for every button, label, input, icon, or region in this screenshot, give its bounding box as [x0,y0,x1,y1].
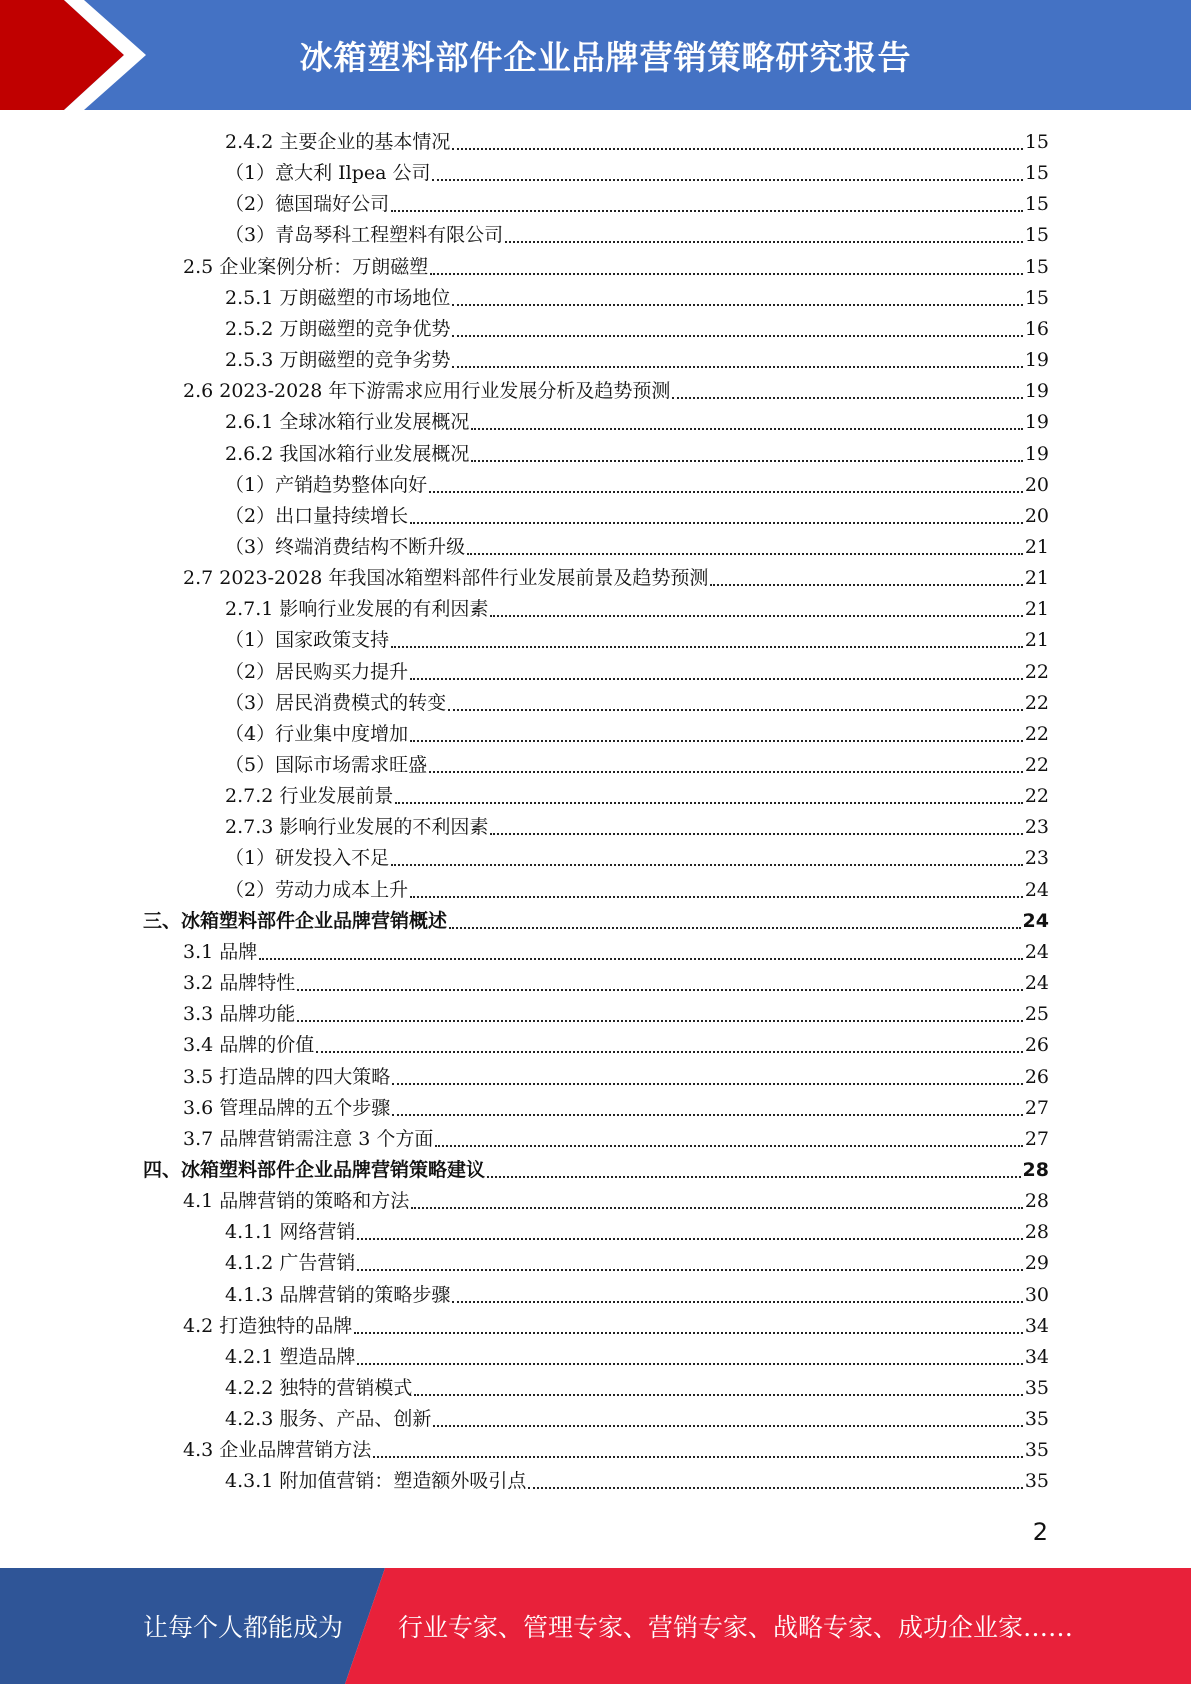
toc-entry-label: 3.1 品牌 [183,940,258,963]
toc-dot-leader [452,365,1022,368]
toc-dot-leader [471,459,1022,462]
toc-entry-page: 20 [1024,473,1049,496]
toc-entry-page: 29 [1024,1252,1049,1275]
toc-entry-label: 2.7 2023-2028 年我国冰箱塑料部件行业发展前景及趋势预测 [183,567,709,590]
footer-slogan-right: 行业专家、管理专家、营销专家、战略专家、成功企业家…… [398,1613,1074,1642]
toc-entry-label: 3.2 品牌特性 [183,972,296,995]
toc-entry-page: 22 [1024,754,1049,776]
toc-entry-page: 24 [1024,972,1049,995]
toc-entry-label: （3）青岛琴科工程塑料有限公司 [225,224,504,247]
toc-entry[interactable] [225,345,1049,376]
toc-entry[interactable] [225,875,1049,906]
toc-entry-label: 四、冰箱塑料部件企业品牌营销策略建议 [143,1158,486,1181]
toc-dot-leader [430,272,1023,275]
toc-dot-leader [432,178,1022,181]
toc-entry[interactable] [183,1062,1049,1093]
toc-entry-label: 2.5 企业案例分析：万朗磁塑 [183,255,429,278]
toc-entry-page: 19 [1024,349,1049,372]
toc-entry-label: （5）国际市场需求旺盛 [225,754,428,776]
toc-dot-leader [392,1113,1023,1116]
toc-entry[interactable] [225,1248,1049,1279]
toc-entry[interactable] [225,532,1049,563]
toc-entry[interactable] [225,1342,1049,1373]
toc-entry[interactable] [183,1124,1049,1155]
toc-entry-label: 3.7 品牌营销需注意 3 个方面 [183,1127,434,1150]
toc-dot-leader [490,614,1022,617]
toc-dot-leader [357,1237,1022,1240]
toc-entry-page: 34 [1024,1345,1049,1368]
toc-entry-page: 19 [1024,411,1049,434]
toc-entry-page: 15 [1024,224,1049,247]
toc-entry-label: （2）居民购买力提升 [225,660,409,683]
toc-entry-page: 16 [1024,317,1049,340]
toc-entry-page: 30 [1024,1283,1049,1306]
toc-dot-leader [392,1082,1023,1085]
toc-entry[interactable] [225,1217,1049,1248]
toc-dot-leader [357,1268,1022,1271]
toc-entry[interactable] [225,594,1049,625]
page-number: 2 [1032,1518,1048,1546]
toc-dot-leader [391,863,1023,866]
toc-entry[interactable] [225,220,1049,251]
toc-dot-leader [373,1455,1023,1458]
toc-entry[interactable] [225,189,1049,220]
toc-entry-label: 2.6.2 我国冰箱行业发展概况 [225,442,470,465]
toc-dot-leader [452,1300,1022,1303]
toc-dot-leader [357,1362,1022,1365]
toc-dot-leader [452,303,1022,306]
toc-entry-page: 21 [1024,629,1049,652]
toc-dot-leader [452,334,1022,337]
toc-dot-leader [297,988,1023,991]
toc-entry-label: 3.4 品牌的价值 [183,1034,315,1057]
toc-dot-leader [297,1019,1023,1022]
toc-entry-label: 4.2.3 服务、产品、创新 [225,1408,432,1431]
toc-entry-label: （2）劳动力成本上升 [225,878,409,901]
toc-entry-label: 2.6 2023-2028 年下游需求应用行业发展分析及趋势预测 [183,380,671,403]
toc-entry-label: 2.5.3 万朗磁塑的竞争劣势 [225,349,451,372]
toc-entry-label: 3.5 打造品牌的四大策略 [183,1065,391,1088]
toc-entry-page: 15 [1024,255,1049,278]
toc-entry[interactable] [225,781,1049,812]
toc-entry[interactable] [225,283,1049,314]
toc-entry-label: 4.3.1 附加值营销：塑造额外吸引点 [225,1470,527,1493]
toc-dot-leader [410,739,1023,742]
toc-dot-leader [395,801,1022,804]
toc-entry[interactable] [225,812,1049,843]
toc-dot-leader [467,552,1023,555]
toc-entry-page: 24 [1022,909,1049,932]
toc-dot-leader [411,1206,1023,1209]
toc-entry-page: 35 [1024,1408,1049,1431]
toc-entry-label: （2）出口量持续增长 [225,504,409,527]
toc-entry[interactable] [225,314,1049,345]
toc-entry-label: 4.1.3 品牌营销的策略步骤 [225,1283,451,1306]
toc-dot-leader [414,1393,1022,1396]
toc-entry-label: 2.7.2 行业发展前景 [225,785,394,808]
toc-entry-page: 21 [1024,567,1049,590]
toc-entry-page: 21 [1024,598,1049,621]
toc-entry-page: 23 [1024,816,1049,839]
toc-entry-label: （3）居民消费模式的转变 [225,691,447,714]
toc-dot-leader [471,427,1022,430]
toc-entry[interactable] [183,968,1049,999]
toc-entry-page: 27 [1024,1127,1049,1150]
toc-entry-page: 26 [1024,1065,1049,1088]
toc-entry[interactable] [225,688,1049,719]
toc-entry-page: 22 [1024,691,1049,714]
toc-dot-leader [433,1424,1022,1427]
toc-entry[interactable] [183,937,1049,968]
toc-entry-label: （1）产销趋势整体向好 [225,473,428,496]
toc-entry-page: 28 [1022,1158,1049,1181]
toc-entry-page: 24 [1024,940,1049,963]
footer-slogan-left: 让每个人都能成为 [143,1613,344,1642]
toc-entry-page: 22 [1024,660,1049,683]
toc-entry-label: 4.2.1 塑造品牌 [225,1345,356,1368]
toc-entry-page: 27 [1024,1096,1049,1119]
toc-entry-label: 4.2.2 独特的营销模式 [225,1377,413,1399]
toc-entry-label: 2.7.1 影响行业发展的有利因素 [225,598,489,621]
toc-entry[interactable] [225,501,1049,532]
footer-banner [0,1568,1191,1684]
toc-entry-label: （2）德国瑞好公司 [225,193,390,216]
toc-dot-leader [487,1175,1021,1178]
toc-entry[interactable] [225,1466,1049,1497]
toc-entry[interactable] [183,1186,1049,1217]
toc-dot-leader [391,645,1023,648]
toc-entry[interactable] [183,252,1049,283]
toc-entry-label: 三、冰箱塑料部件企业品牌营销概述 [143,909,448,932]
toc-entry[interactable] [225,407,1049,438]
toc-entry-label: （3）终端消费结构不断升级 [225,535,466,558]
toc-entry[interactable] [225,470,1049,501]
toc-entry-page: 15 [1024,162,1049,185]
toc-entry[interactable] [183,999,1049,1030]
toc-dot-leader [429,770,1023,773]
toc-entry[interactable] [183,563,1049,594]
toc-entry-page: 34 [1024,1314,1049,1337]
toc-entry[interactable] [225,127,1049,158]
toc-dot-leader [316,1050,1023,1053]
toc-entry-label: 4.1.1 网络营销 [225,1221,356,1244]
toc-dot-leader [429,490,1023,493]
toc-entry-page: 25 [1024,1003,1049,1026]
toc-entry-label: 2.4.2 主要企业的基本情况 [225,131,451,153]
toc-entry[interactable] [225,1373,1049,1404]
toc-entry[interactable] [183,376,1049,407]
toc-entry[interactable] [225,843,1049,874]
toc-entry-page: 28 [1024,1221,1049,1244]
toc-entry-page: 20 [1024,504,1049,527]
toc-entry-page: 21 [1024,535,1049,558]
toc-entry[interactable] [225,625,1049,656]
toc-entry-page: 26 [1024,1034,1049,1057]
toc-entry[interactable] [183,1030,1049,1061]
toc-entry[interactable] [225,719,1049,750]
toc-dot-leader [410,677,1023,680]
toc-entry[interactable] [225,1280,1049,1311]
toc-dot-leader [410,521,1023,524]
toc-entry-label: 4.2 打造独特的品牌 [183,1314,353,1337]
toc-dot-leader [452,147,1022,150]
toc-entry-page: 22 [1024,722,1049,745]
toc-dot-leader [391,209,1023,212]
toc-entry[interactable] [225,158,1049,189]
toc-entry-label: 3.6 管理品牌的五个步骤 [183,1096,391,1119]
toc-entry-label: （1）国家政策支持 [225,629,390,652]
toc-entry-label: 4.1.2 广告营销 [225,1252,356,1275]
toc-entry-page: 35 [1024,1439,1049,1462]
toc-entry[interactable] [225,657,1049,688]
toc-entry[interactable] [183,1093,1049,1124]
toc-entry-page: 23 [1024,847,1049,870]
toc-entry-label: 2.5.2 万朗磁塑的竞争优势 [225,317,451,340]
toc-entry-label: 3.3 品牌功能 [183,1003,296,1026]
toc-dot-leader [354,1331,1023,1334]
toc-dot-leader [448,708,1023,711]
toc-entry[interactable] [143,1155,1049,1186]
toc-entry-label: 4.3 企业品牌营销方法 [183,1439,372,1462]
toc-entry-page: 15 [1024,131,1049,153]
header-banner [0,0,1191,110]
toc-dot-leader [435,1144,1022,1147]
toc-entry-label: 2.7.3 影响行业发展的不利因素 [225,816,489,839]
toc-entry-page: 19 [1024,442,1049,465]
toc-entry-page: 35 [1024,1377,1049,1399]
report-title: 冰箱塑料部件企业品牌营销策略研究报告 [299,37,912,77]
toc-entry-label: （1）意大利 Ilpea 公司 [225,162,431,185]
toc-entry-label: （1）研发投入不足 [225,847,390,870]
toc-entry-page: 15 [1024,286,1049,309]
toc-entry-page: 19 [1024,380,1049,403]
toc-entry-page: 28 [1024,1190,1049,1213]
toc-dot-leader [410,895,1023,898]
toc-dot-leader [528,1486,1022,1489]
toc-entry-page: 15 [1024,193,1049,216]
toc-entry-label: （4）行业集中度增加 [225,722,409,745]
toc-dot-leader [672,396,1022,399]
toc-dot-leader [490,832,1022,835]
toc-entry-label: 4.1 品牌营销的策略和方法 [183,1190,410,1213]
toc-entry-label: 2.6.1 全球冰箱行业发展概况 [225,411,470,434]
toc-entry-page: 22 [1024,785,1049,808]
toc-entry[interactable] [225,1404,1049,1435]
toc-entry-page: 24 [1024,878,1049,901]
toc-entry[interactable] [143,906,1049,937]
toc-entry-label: 2.5.1 万朗磁塑的市场地位 [225,286,451,309]
toc-dot-leader [259,957,1023,960]
toc-entry[interactable] [183,1311,1049,1342]
toc-dot-leader [449,926,1021,929]
toc-entry[interactable] [225,439,1049,470]
toc-dot-leader [710,583,1022,586]
toc-dot-leader [505,240,1023,243]
toc-entry[interactable] [225,750,1049,781]
toc-entry[interactable] [183,1435,1049,1466]
toc-entry-page: 35 [1024,1470,1049,1493]
